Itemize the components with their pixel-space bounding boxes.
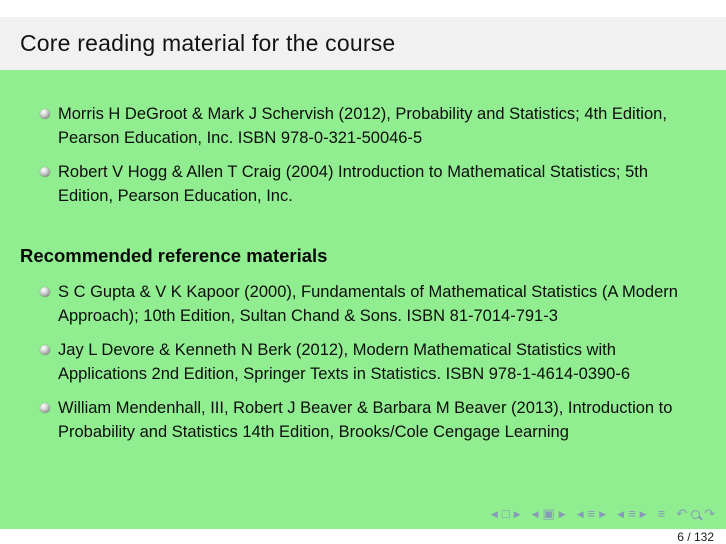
ball-bullet-icon (40, 287, 50, 297)
prev-subsection-icon[interactable]: ◀ (617, 509, 625, 519)
footer-bar (0, 529, 726, 544)
history-nav-group (676, 507, 715, 521)
slide-nav-group (491, 507, 521, 521)
subsection-icon[interactable]: ≡ (628, 506, 636, 521)
ball-bullet-icon (40, 345, 50, 355)
forward-icon[interactable]: ↷ (704, 506, 715, 521)
next-section-icon[interactable]: ▶ (599, 509, 607, 519)
back-icon[interactable]: ↶ (676, 506, 688, 521)
navigation-symbols (491, 507, 715, 521)
appendix-nav-group (658, 507, 666, 521)
core-reading-list (0, 102, 726, 208)
prev-slide-icon[interactable]: ◀ (490, 509, 498, 519)
top-margin (0, 0, 726, 17)
search-icon[interactable] (691, 510, 700, 519)
slide-title-bar (0, 17, 726, 70)
slide-title: Core reading material for the course (20, 30, 396, 56)
list-item (40, 338, 706, 386)
page-indicator: 6 / 132 (677, 529, 714, 544)
list-item (40, 160, 706, 208)
section-nav-group (577, 507, 606, 521)
appendix-icon[interactable]: ≡ (657, 506, 666, 521)
slide-body (0, 70, 726, 529)
ball-bullet-icon (40, 109, 50, 119)
next-subsection-icon[interactable]: ▶ (639, 509, 647, 519)
next-frame-icon[interactable]: ▶ (558, 509, 566, 519)
list-item-text: Morris H DeGroot & Mark J Schervish (2012), Probability and Statistics; 4th Edition, Pearson Education, Inc. ISBN 978-0-321-50046-5 (58, 105, 667, 147)
reference-materials-list (0, 280, 726, 444)
frame-overlay-icon[interactable]: ▣ (542, 506, 555, 521)
section-heading: Recommended reference materials (20, 245, 328, 266)
subsection-nav-group (617, 507, 646, 521)
list-item (40, 102, 706, 150)
frame-icon[interactable]: □ (501, 506, 510, 521)
frame-nav-group (532, 507, 566, 521)
section-icon[interactable]: ≡ (587, 506, 596, 521)
next-slide-icon[interactable]: ▶ (513, 509, 521, 519)
list-item-text: William Mendenhall, III, Robert J Beaver & Barbara M Beaver (2013), Introduction to Probability and Statistics 14th Edition, Brooks/Cole Cengage Learning (58, 399, 673, 441)
list-item-text: Robert V Hogg & Allen T Craig (2004) Introduction to Mathematical Statistics; 5th Edition, Pearson Education, Inc. (58, 163, 649, 205)
ball-bullet-icon (40, 167, 50, 177)
ball-bullet-icon (40, 403, 50, 413)
list-item-text: S C Gupta & V K Kapoor (2000), Fundamentals of Mathematical Statistics (A Modern Approach); 10th Edition, Sultan Chand & Sons. ISBN 81-7014-791-3 (58, 283, 678, 325)
list-item (40, 280, 706, 328)
list-item-text: Jay L Devore & Kenneth N Berk (2012), Modern Mathematical Statistics with Applications 2nd Edition, Springer Texts in Statistics. ISBN 978-1-4614-0390-6 (58, 341, 631, 383)
prev-frame-icon[interactable]: ◀ (531, 509, 539, 519)
prev-section-icon[interactable]: ◀ (576, 509, 584, 519)
list-item (40, 396, 706, 444)
